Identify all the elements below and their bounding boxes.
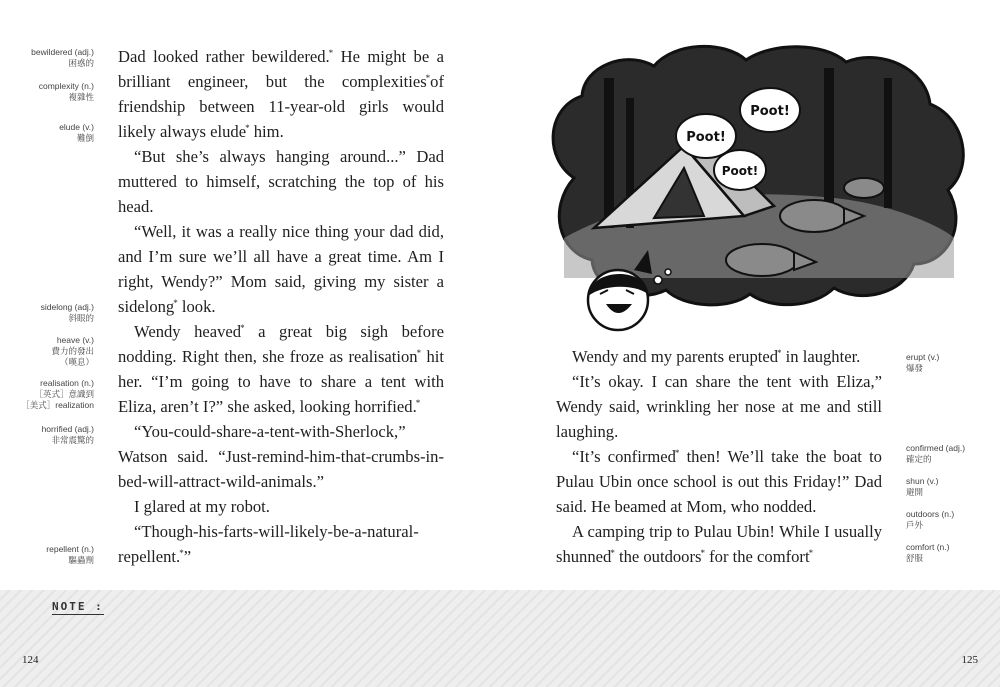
vocab-star-marker: *	[179, 548, 184, 558]
speech-bubble	[740, 88, 800, 132]
gloss-erupt: erupt (v.) 爆發	[906, 352, 940, 373]
speech-bubble	[714, 150, 766, 190]
paragraph: Dad looked rather bewildered.* He might be a brilliant engineer, but the complexities*of friendship between 11-year-old girls would likely always elude* him.	[118, 47, 444, 141]
note-area	[0, 590, 1000, 687]
right-body-text	[556, 344, 882, 569]
paragraph: “Though-his-farts-will-likely-be-a-natural-repellent.*”	[118, 522, 419, 566]
camping-thought-bubble-illustration	[534, 38, 974, 342]
gloss-elude: elude (v.) 難倒	[59, 122, 94, 143]
wild-boar	[844, 178, 884, 198]
left-page	[0, 0, 500, 590]
gloss-repellent: repellent (n.) 驅蟲劑	[46, 544, 94, 565]
paragraph: “Well, it was a really nice thing your dad did, and I’m sure we’ll all have a great time. Am I right, Wendy?” Mom said, giving my sister a sidelong* look.	[118, 222, 444, 316]
left-page-number: 124	[22, 654, 39, 666]
note-label: NOTE :	[52, 600, 104, 613]
right-page-number: 125	[961, 654, 978, 666]
gloss-sidelong: sidelong (adj.) 斜眼的	[40, 302, 94, 323]
paragraph: “It’s confirmed* then! We’ll take the boat to Pulau Ubin once school is out this Friday!” Dad said. He beamed at Mom, who nodded.	[556, 447, 882, 516]
vocab-star-marker: *	[777, 348, 782, 358]
gloss-confirmed: confirmed (adj.) 確定的	[906, 443, 966, 464]
vocab-star-marker: *	[425, 73, 431, 83]
paragraph: Wendy heaved* a great big sigh before nodding. Right then, she froze as realisation* hit her. “I’m going to have to share a tent with Eliza, aren’t I?” she asked, looking horrified.*	[118, 322, 444, 416]
vocab-star-marker: *	[173, 298, 178, 308]
vocab-star-marker: *	[415, 398, 421, 408]
paragraph: “It’s okay. I can share the tent with Eliza,” Wendy said, wrinkling her nose at me and still laughing.	[556, 372, 882, 441]
paragraph: A camping trip to Pulau Ubin! While I usually shunned* the outdoors* for the comfort*	[556, 522, 882, 566]
svg-text:Poot!: Poot!	[750, 104, 790, 119]
vocab-star-marker: *	[808, 548, 814, 558]
vocab-star-marker: *	[416, 348, 422, 358]
gloss-complexity: complexity (n.) 複雜性	[38, 81, 94, 102]
gloss-outdoors: outdoors (n.) 戶外	[906, 509, 955, 530]
gloss-shun: shun (v.) 避開	[906, 476, 939, 497]
right-page	[500, 0, 1000, 590]
gloss-bewildered: bewildered (adj.) 困惑的	[31, 47, 94, 68]
vocab-star-marker: *	[240, 323, 245, 333]
vocab-star-marker: *	[328, 48, 334, 58]
paragraph: Wendy and my parents erupted* in laughter.	[572, 347, 861, 366]
vocab-star-marker: *	[245, 123, 250, 133]
svg-text:Poot!: Poot!	[721, 164, 759, 178]
gloss-horrified: horrified (adj.) 非常震驚的	[41, 424, 94, 445]
speech-bubble	[676, 114, 736, 158]
svg-text:Poot!: Poot!	[686, 130, 726, 145]
gloss-heave: heave (v.) 費力的發出 （嘆息）	[51, 335, 94, 367]
left-body-text	[118, 44, 444, 569]
vocab-star-marker: *	[700, 548, 705, 558]
vocab-star-marker: *	[674, 448, 680, 458]
paragraph: “You-could-share-a-tent-with-Sherlock,” Watson said. “Just-remind-him-that-crumbs-in-bed-will-attract-wild-animals.”	[118, 422, 444, 491]
gloss-comfort: comfort (n.) 舒服	[906, 542, 950, 563]
paragraph: “But she’s always hanging around...” Dad muttered to himself, scratching the top of his head.	[118, 147, 444, 216]
gloss-realisation: realisation (n.) ［英式］意識到 ［美式］realization	[21, 378, 94, 410]
paragraph: I glared at my robot.	[134, 497, 270, 516]
vocab-star-marker: *	[610, 548, 615, 558]
